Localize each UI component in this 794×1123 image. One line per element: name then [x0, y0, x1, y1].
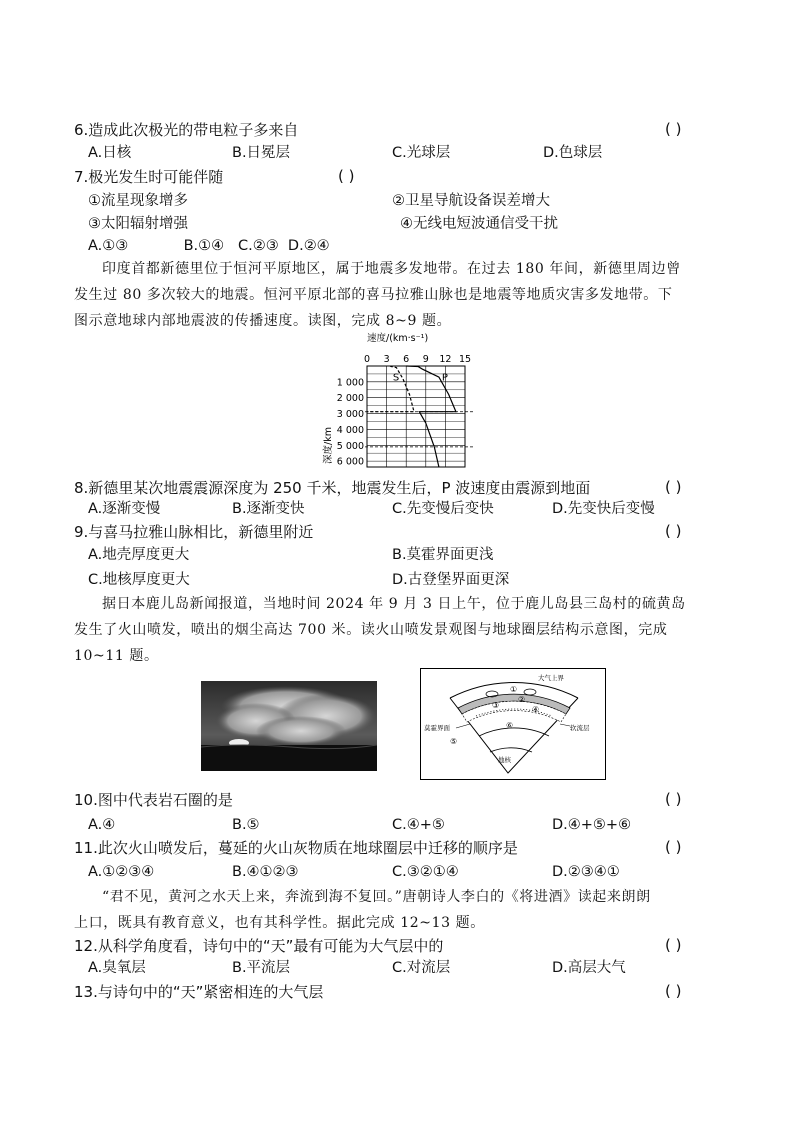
label-n4: ④	[532, 705, 540, 714]
item-7-4: ④无线电短波通信受干扰	[400, 216, 558, 232]
passage-2-line: 10~11 题。	[74, 648, 159, 664]
option-9a[interactable]: A.地壳厚度更大	[88, 547, 190, 563]
label-n6: ⑥	[506, 721, 514, 730]
x-tick-label: 6	[403, 354, 410, 365]
reading-passage-1	[74, 256, 724, 334]
question-13: 13.与诗句中的“天”紧密相连的大气层	[74, 983, 324, 1001]
option-6b[interactable]: B.日冕层	[232, 145, 291, 161]
label-n5: ⑤	[450, 737, 458, 746]
passage-2-line: 据日本鹿儿岛新闻报道，当地时间 2024 年 9 月 3 日上午，位于鹿儿岛县三岛村的硫黄岛	[102, 596, 686, 612]
label-atmosphere-top: 大气上界	[538, 674, 564, 682]
option-10a[interactable]: A.④	[88, 817, 116, 833]
seismic-wave-chart	[315, 330, 485, 470]
reading-passage-3	[74, 884, 724, 936]
passage-1-line: 印度首都新德里位于恒河平原地区，属于地震多发地带。在过去 180 年间，新德里周边曾	[102, 261, 681, 277]
option-12a[interactable]: A.臭氧层	[88, 960, 146, 976]
question-8: 8.新德里某次地震震源深度为 250 千米，地震发生后，P 波速度由震源到地面	[74, 479, 591, 497]
x-tick-label: 3	[383, 354, 390, 365]
item-7-1: ①流星现象增多	[88, 193, 188, 209]
answer-bracket-13[interactable]: ( )	[665, 982, 682, 1000]
plot-frame	[367, 366, 465, 467]
passage-1-line: 发生过 80 多次较大的地震。恒河平原北部的喜马拉雅山脉也是地震等地质灾害多发地带。下	[74, 287, 673, 303]
question-9: 9.与喜马拉雅山脉相比，新德里附近	[74, 523, 314, 541]
label-n3: ③	[492, 701, 500, 710]
y-tick-label: 5 000	[336, 440, 364, 452]
option-10d[interactable]: D.④+⑤+⑥	[552, 817, 632, 833]
question-7: 7.极光发生时可能伴随	[74, 168, 224, 186]
answer-bracket-12[interactable]: ( )	[665, 936, 682, 954]
label-n1: ①	[510, 685, 518, 694]
question-10: 10.图中代表岩石圈的是	[74, 791, 233, 809]
option-11a[interactable]: A.①②③④	[88, 864, 155, 880]
y-axis-label: 深度/km	[323, 427, 334, 464]
y-tick-label: 4 000	[336, 424, 364, 436]
label-core: 地核	[498, 756, 511, 764]
series-label-s: S	[392, 372, 400, 384]
option-9b[interactable]: B.莫霍界面更浅	[392, 547, 494, 563]
item-7-2: ②卫星导航设备误差增大	[392, 193, 550, 209]
x-tick-label: 9	[422, 354, 429, 365]
y-tick-label: 6 000	[336, 456, 364, 468]
series-line-p	[406, 366, 456, 467]
option-6c[interactable]: C.光球层	[392, 145, 451, 161]
answer-bracket-11[interactable]: ( )	[665, 838, 682, 856]
answer-bracket-10[interactable]: ( )	[665, 790, 682, 808]
answer-bracket-6[interactable]: ( )	[665, 120, 682, 138]
passage-3-line: 上口，既具有教育意义，也有其科学性。据此完成 12~13 题。	[74, 915, 485, 931]
volcano-eruption-photo	[201, 681, 377, 771]
x-tick-label: 0	[363, 354, 371, 365]
y-tick-label: 3 000	[336, 409, 364, 421]
chart-grid	[365, 366, 473, 467]
option-11b[interactable]: B.④①②③	[232, 864, 299, 880]
option-8c[interactable]: C.先变慢后变快	[392, 501, 494, 517]
passage-1-line: 图示意地球内部地震波的传播速度。读图，完成 8~9 题。	[74, 313, 452, 329]
label-asthenosphere: 软流层	[570, 724, 590, 732]
option-6a[interactable]: A.日核	[88, 145, 132, 161]
item-7-3: ③太阳辐射增强	[88, 216, 188, 232]
option-12c[interactable]: C.对流层	[392, 960, 451, 976]
option-12d[interactable]: D.高层大气	[552, 960, 626, 976]
reading-passage-2	[74, 591, 724, 669]
option-8b[interactable]: B.逐渐变快	[232, 501, 305, 517]
answer-bracket-8[interactable]: ( )	[665, 478, 682, 496]
label-n2: ②	[518, 695, 526, 704]
label-moho: 莫霍界面	[424, 724, 450, 732]
option-6d[interactable]: D.色球层	[543, 145, 603, 161]
y-tick-label: 1 000	[336, 377, 364, 389]
answer-bracket-9[interactable]: ( )	[665, 522, 682, 540]
earth-layer-diagram	[420, 668, 606, 780]
x-tick-label: 15	[458, 354, 472, 365]
x-tick-label: 12	[439, 354, 452, 365]
question-6: 6.造成此次极光的带电粒子多来自	[74, 121, 299, 139]
question-11: 11.此次火山喷发后，蔓延的火山灰物质在地球圈层中迁移的顺序是	[74, 839, 518, 857]
passage-2-line: 发生了火山喷发，喷出的烟尘高达 700 米。读火山喷发景观图与地球圈层结构示意图，完成	[74, 622, 668, 638]
answer-bracket-7[interactable]: ( )	[338, 167, 355, 185]
option-10b[interactable]: B.⑤	[232, 817, 260, 833]
option-11c[interactable]: C.③②①④	[392, 864, 459, 880]
passage-3-line: “君不见，黄河之水天上来，奔流到海不复回。”唐朝诗人李白的《将进酒》读起来朗朗	[102, 889, 651, 905]
options-7[interactable]: A.①③ B.①④ C.②③ D.②④	[88, 238, 330, 254]
option-9c[interactable]: C.地核厚度更大	[88, 572, 190, 588]
option-12b[interactable]: B.平流层	[232, 960, 291, 976]
option-9d[interactable]: D.古登堡界面更深	[392, 572, 510, 588]
option-8d[interactable]: D.先变快后变慢	[552, 501, 655, 517]
option-8a[interactable]: A.逐渐变慢	[88, 501, 161, 517]
x-axis-label: 速度/(km·s⁻¹)	[367, 333, 429, 344]
series-line-s	[367, 366, 414, 412]
series-label-p: P	[441, 372, 448, 384]
chart-lines	[367, 366, 456, 467]
chart-ticks	[337, 354, 471, 468]
option-10c[interactable]: C.④+⑤	[392, 817, 445, 833]
option-11d[interactable]: D.②③④①	[552, 864, 620, 880]
y-tick-label: 2 000	[336, 393, 364, 405]
question-12: 12.从科学角度看，诗句中的“天”最有可能为大气层中的	[74, 937, 444, 955]
